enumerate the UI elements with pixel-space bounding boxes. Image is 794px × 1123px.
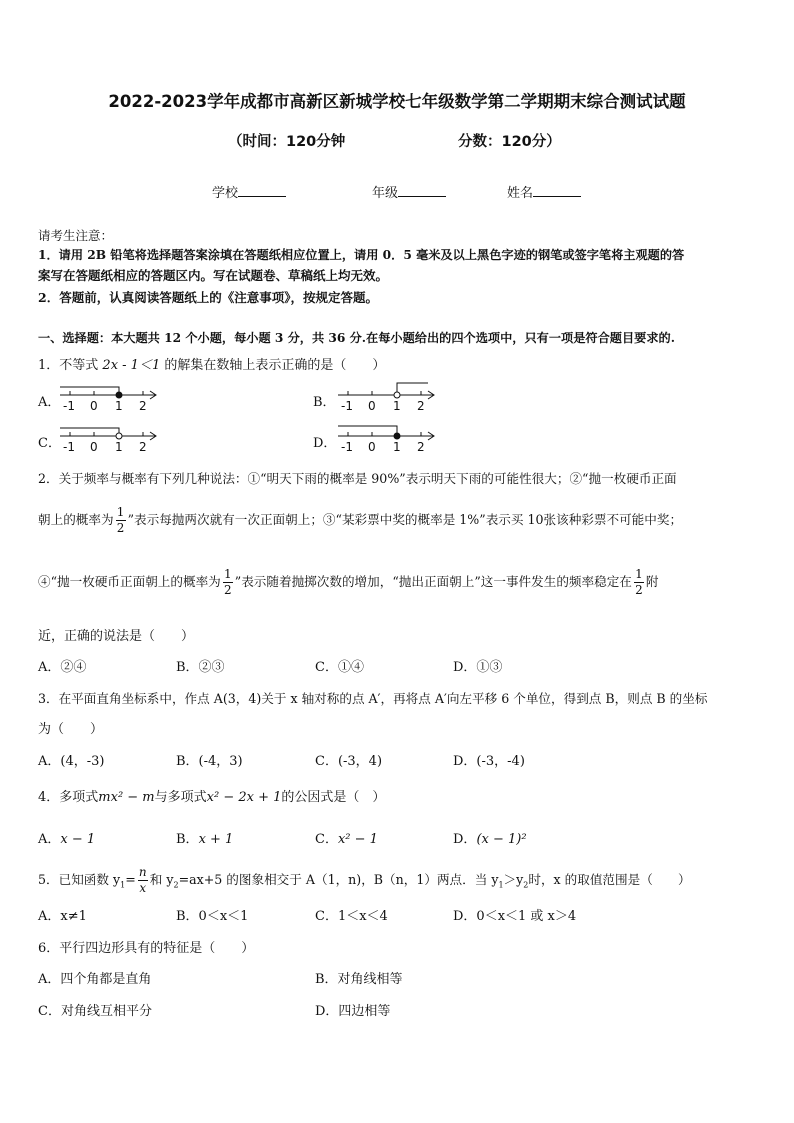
q5-equals: = bbox=[125, 872, 136, 887]
frac-numerator: 1 bbox=[635, 567, 643, 581]
q4-stem-pre: 4．多项式 bbox=[38, 790, 99, 805]
q5-option-d: D．0＜x＜1 或 x＞4 bbox=[453, 909, 577, 924]
grade-blank bbox=[398, 184, 446, 197]
q4-option-c bbox=[315, 828, 378, 847]
frac-numerator: n bbox=[138, 865, 147, 879]
q4-option-b bbox=[176, 828, 233, 847]
q1-option-a-number-line bbox=[58, 378, 168, 416]
tick-label: 2 bbox=[417, 440, 425, 454]
tick-label: -1 bbox=[341, 399, 353, 413]
q6-stem: 6．平行四边形具有的特征是（ ） bbox=[38, 941, 255, 956]
notice-heading: 请考生注意： bbox=[38, 228, 114, 243]
school-blank bbox=[238, 184, 286, 197]
q2-line2-pre: 朝上的概率为 bbox=[38, 512, 114, 527]
q4-option-d bbox=[453, 828, 527, 847]
q2-option-a: A．②④ bbox=[38, 660, 87, 675]
exam-score: 分数：120分） bbox=[458, 134, 561, 150]
q3-option-d: D．(-3，-4) bbox=[453, 754, 525, 769]
q4-expression-2: x² − 2x + 1 bbox=[206, 790, 282, 805]
tick-label: 1 bbox=[393, 399, 401, 413]
fraction-one-half bbox=[223, 568, 233, 597]
option-value: (x − 1)² bbox=[476, 832, 527, 847]
q5-option-b: B．0＜x＜1 bbox=[176, 909, 249, 924]
option-label: B． bbox=[176, 832, 199, 847]
fraction-one-half bbox=[116, 506, 126, 535]
q5-stem-c: =ax+5 的图象相交于 A（1，n)，B（n，1）两点．当 y bbox=[178, 872, 499, 887]
q6-option-c: C．对角线互相平分 bbox=[38, 1004, 152, 1019]
q4-stem-post: 的公因式是（ ） bbox=[281, 790, 386, 805]
notice-item1-line2: 案写在答题纸相应的答题区内。写在试题卷、草稿纸上均无效。 bbox=[38, 268, 389, 283]
frac-denominator: 2 bbox=[635, 583, 643, 597]
q2-option-d: D．①③ bbox=[453, 660, 503, 675]
frac-denominator: 2 bbox=[116, 521, 125, 535]
tick-label: -1 bbox=[341, 440, 353, 454]
q2-line2 bbox=[38, 506, 682, 535]
page-title: 2022-2023学年成都市高新区新城学校七年级数学第二学期期末综合测试试题 bbox=[108, 92, 686, 111]
q6-option-b: B．对角线相等 bbox=[315, 972, 403, 987]
tick-label: -1 bbox=[63, 440, 75, 454]
section-heading: 一、选择题：本大题共 12 个小题，每小题 3 分，共 36 分.在每小题给出的四个选项中，只有一项是符合题目要求的. bbox=[38, 331, 675, 345]
q1-option-b-label: B． bbox=[313, 395, 336, 410]
q2-line3 bbox=[38, 568, 659, 597]
q3-option-c: C．(-3，4) bbox=[315, 754, 383, 769]
option-label: C． bbox=[315, 832, 338, 847]
q3-option-b: B．(-4，3) bbox=[176, 754, 243, 769]
q1-expression: 2x - 1＜1 bbox=[102, 358, 161, 373]
q1-stem-post: 的解集在数轴上表示正确的是（ ） bbox=[164, 358, 386, 373]
q4-stem-mid: 与多项式 bbox=[154, 790, 207, 805]
tick-label: 1 bbox=[115, 440, 123, 454]
q4-expression-1: mx² − m bbox=[98, 790, 155, 805]
q1-option-d-label: D． bbox=[313, 436, 337, 451]
q5-option-a: A．x≠1 bbox=[38, 909, 87, 924]
q1-option-d-number-line bbox=[336, 419, 446, 457]
q4-stem bbox=[38, 786, 385, 805]
frac-numerator: 1 bbox=[116, 505, 125, 519]
tick-label: 0 bbox=[368, 440, 376, 454]
q6-option-a: A．四个角都是直角 bbox=[38, 972, 152, 987]
q3-line1: 3．在平面直角坐标系中，作点 A(3，4)关于 x 轴对称的点 A′，再将点 A′向左平移 6 个单位，得到点 B，则点 B 的坐标 bbox=[38, 691, 708, 706]
q2-option-c: C．①④ bbox=[315, 660, 364, 675]
q5-stem-e: 时，x 的取值范围是（ ） bbox=[528, 872, 691, 887]
q1-option-b-number-line bbox=[336, 378, 446, 416]
grade-field bbox=[372, 182, 446, 201]
option-label: A． bbox=[38, 832, 61, 847]
q5-option-c: C．1＜x＜4 bbox=[315, 909, 388, 924]
frac-denominator: x bbox=[139, 881, 147, 895]
q1-option-a-label: A． bbox=[38, 395, 61, 410]
option-value: x² − 1 bbox=[337, 832, 378, 847]
tick-label: 2 bbox=[139, 399, 147, 413]
q5-stem-b: 和 y bbox=[149, 872, 174, 887]
notice-item2: 2．答题前，认真阅读答题纸上的《注意事项》，按规定答题。 bbox=[38, 290, 378, 305]
notice-item1-line1: 1．请用 2B 铅笔将选择题答案涂填在答题纸相应位置上，请用 0．5 毫米及以上黑色字迹的钢笔或签字笔将主观题的答 bbox=[38, 248, 685, 262]
q2-line3-pre: ④“抛一枚硬币正面朝上的概率为 bbox=[38, 574, 221, 589]
option-label: D． bbox=[453, 832, 477, 847]
fraction-one-half bbox=[634, 568, 644, 597]
frac-denominator: 2 bbox=[223, 583, 232, 597]
tick-label: 0 bbox=[90, 440, 98, 454]
q5-stem-pre: 5．已知函数 y bbox=[38, 872, 121, 887]
name-field bbox=[507, 182, 581, 201]
q2-line2-post: ”表示每抛两次就有一次正面朝上；③“某彩票中奖的概率是 1%”表示买 10张该种彩票不可能中奖； bbox=[127, 512, 683, 527]
q1-option-c-number-line bbox=[58, 419, 168, 457]
tick-label: 2 bbox=[417, 399, 425, 413]
q4-option-a bbox=[38, 828, 95, 847]
q5-stem-d: ＞y bbox=[503, 872, 524, 887]
q2-line3-mid: ”表示随着抛掷次数的增加，“抛出正面朝上”这一事件发生的频率稳定在 bbox=[234, 574, 632, 589]
q1-option-c-label: C． bbox=[38, 436, 61, 451]
q2-line1: 2．关于频率与概率有下列几种说法：①“明天下雨的概率是 90%”表示明天下雨的可能性很大；②“抛一枚硬币正面 bbox=[38, 471, 677, 486]
tick-label: 0 bbox=[368, 399, 376, 413]
name-blank bbox=[533, 184, 581, 197]
fraction-n-over-x bbox=[138, 866, 148, 895]
option-value: x − 1 bbox=[60, 832, 96, 847]
school-label: 学校 bbox=[212, 186, 239, 201]
q1-stem bbox=[38, 354, 385, 373]
school-field bbox=[212, 182, 286, 201]
q3-line2: 为（ ） bbox=[38, 722, 104, 737]
q2-line4: 近，正确的说法是（ ） bbox=[38, 629, 195, 644]
tick-label: 2 bbox=[139, 440, 147, 454]
name-label: 姓名 bbox=[507, 186, 534, 201]
q3-option-a: A．(4，-3) bbox=[38, 754, 105, 769]
frac-numerator: 1 bbox=[223, 567, 232, 581]
q2-option-b: B．②③ bbox=[176, 660, 225, 675]
q1-stem-pre: 1．不等式 bbox=[38, 358, 99, 373]
tick-label: 0 bbox=[90, 399, 98, 413]
option-value: x + 1 bbox=[198, 832, 234, 847]
q5-stem: 5．已知函数 $y_1=$ $\frac{n}{x}$ 和 $y_2=ax+5$ 的图象相交于 A（1，n)，B（n，1）两点．当 $y_1>y_2$时，x 的取值范围是（ ） bbox=[38, 865, 691, 895]
q6-option-d: D．四边相等 bbox=[315, 1004, 391, 1019]
tick-label: 1 bbox=[393, 440, 401, 454]
grade-label: 年级 bbox=[372, 186, 399, 201]
tick-label: -1 bbox=[63, 399, 75, 413]
tick-label: 1 bbox=[115, 399, 123, 413]
q2-line3-post: 附 bbox=[645, 574, 659, 589]
exam-time: （时间：120分钟 bbox=[228, 134, 346, 150]
